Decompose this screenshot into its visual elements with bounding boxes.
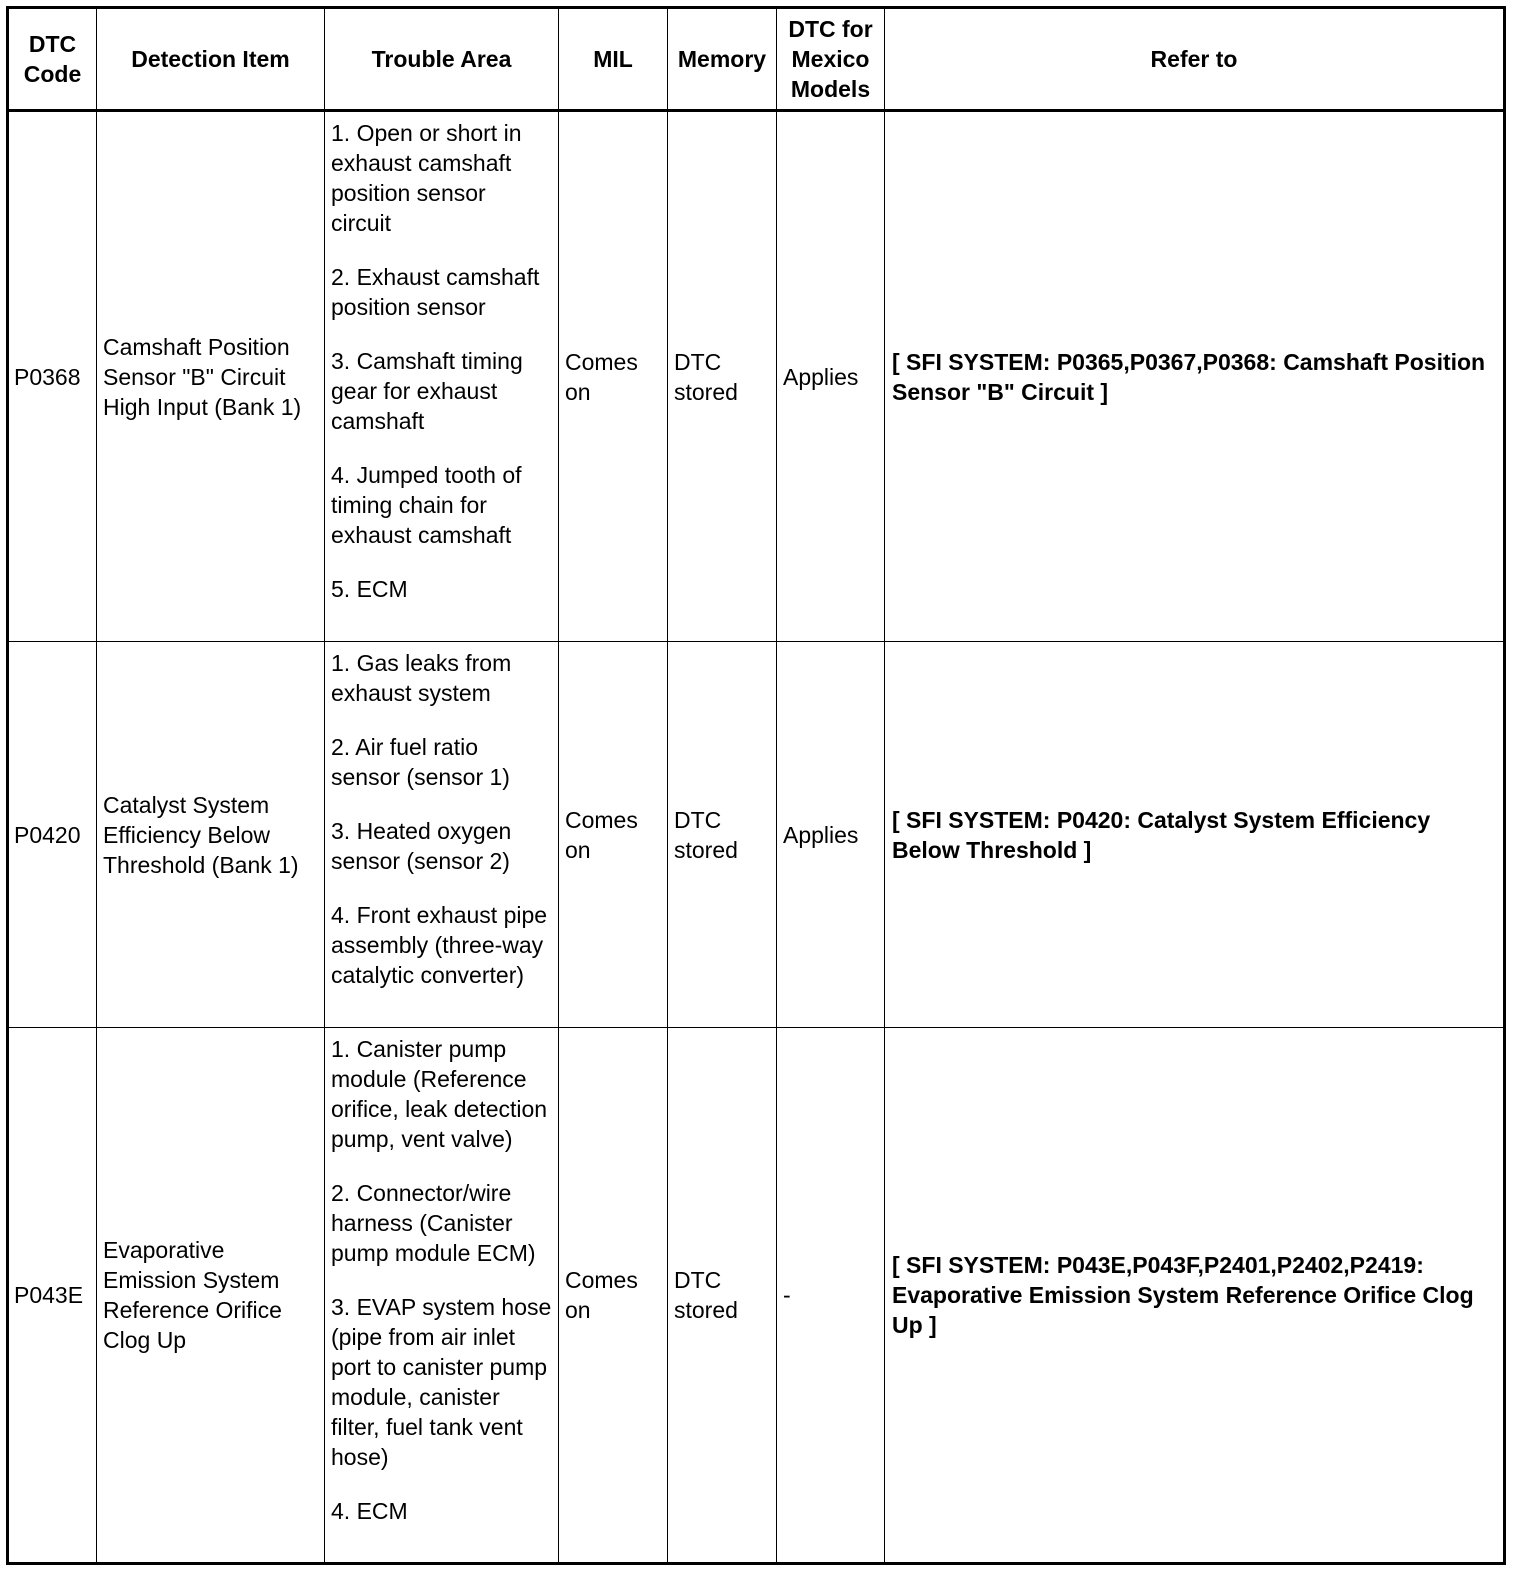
header-memory: Memory bbox=[668, 8, 777, 111]
refer-to-link[interactable]: [ SFI SYSTEM: P0365,P0367,P0368: Camshaft Position Sensor "B" Circuit ] bbox=[885, 111, 1505, 642]
trouble-area-item: 3. Camshaft timing gear for exhaust camshaft bbox=[331, 348, 523, 434]
memory-cell: DTC stored bbox=[668, 642, 777, 1028]
trouble-area-item: 1. Canister pump module (Reference orifice, leak detection pump, vent valve) bbox=[331, 1036, 548, 1152]
trouble-area-cell bbox=[325, 642, 559, 1028]
header-mil: MIL bbox=[559, 8, 668, 111]
header-mexico-models: DTC for Mexico Models bbox=[777, 8, 885, 111]
trouble-area-item: 2. Connector/wire harness (Canister pump module ECM) bbox=[331, 1180, 536, 1266]
trouble-area-item: 2. Exhaust camshaft position sensor bbox=[331, 264, 540, 320]
trouble-area-cell bbox=[325, 111, 559, 642]
detection-item-cell: Evaporative Emission System Reference Orifice Clog Up bbox=[97, 1028, 325, 1564]
trouble-area-item: 1. Open or short in exhaust camshaft position sensor circuit bbox=[331, 120, 522, 236]
mil-cell: Comes on bbox=[559, 1028, 668, 1564]
memory-cell: DTC stored bbox=[668, 111, 777, 642]
header-dtc-code: DTC Code bbox=[8, 8, 97, 111]
mexico-models-cell: - bbox=[777, 1028, 885, 1564]
trouble-area-item: 5. ECM bbox=[331, 576, 408, 602]
trouble-area-item: 2. Air fuel ratio sensor (sensor 1) bbox=[331, 734, 510, 790]
header-refer-to: Refer to bbox=[885, 8, 1505, 111]
trouble-area-item: 4. Jumped tooth of timing chain for exhaust camshaft bbox=[331, 462, 522, 548]
refer-to-link[interactable]: [ SFI SYSTEM: P0420: Catalyst System Efficiency Below Threshold ] bbox=[885, 642, 1505, 1028]
header-row bbox=[8, 8, 1505, 111]
trouble-area-item: 1. Gas leaks from exhaust system bbox=[331, 650, 512, 706]
trouble-area-item: 4. Front exhaust pipe assembly (three-way catalytic converter) bbox=[331, 902, 548, 988]
mexico-models-cell: Applies bbox=[777, 642, 885, 1028]
dtc-table bbox=[6, 6, 1506, 1565]
trouble-area-cell bbox=[325, 1028, 559, 1564]
mil-cell: Comes on bbox=[559, 642, 668, 1028]
table-row bbox=[8, 111, 1505, 642]
detection-item-cell: Catalyst System Efficiency Below Threshold (Bank 1) bbox=[97, 642, 325, 1028]
header-detection-item: Detection Item bbox=[97, 8, 325, 111]
memory-cell: DTC stored bbox=[668, 1028, 777, 1564]
trouble-area-item: 4. ECM bbox=[331, 1498, 408, 1524]
mexico-models-cell: Applies bbox=[777, 111, 885, 642]
mil-cell: Comes on bbox=[559, 111, 668, 642]
refer-to-link[interactable]: [ SFI SYSTEM: P043E,P043F,P2401,P2402,P2419: Evaporative Emission System Reference Orifice Clog Up ] bbox=[885, 1028, 1505, 1564]
dtc-code-cell: P0420 bbox=[8, 642, 97, 1028]
table-row bbox=[8, 642, 1505, 1028]
detection-item-cell: Camshaft Position Sensor "B" Circuit High Input (Bank 1) bbox=[97, 111, 325, 642]
table-row bbox=[8, 1028, 1505, 1564]
dtc-code-cell: P043E bbox=[8, 1028, 97, 1564]
header-trouble-area: Trouble Area bbox=[325, 8, 559, 111]
trouble-area-item: 3. Heated oxygen sensor (sensor 2) bbox=[331, 818, 512, 874]
dtc-code-cell: P0368 bbox=[8, 111, 97, 642]
trouble-area-item: 3. EVAP system hose (pipe from air inlet port to canister pump module, canister filter, fuel tank vent hose) bbox=[331, 1294, 552, 1470]
